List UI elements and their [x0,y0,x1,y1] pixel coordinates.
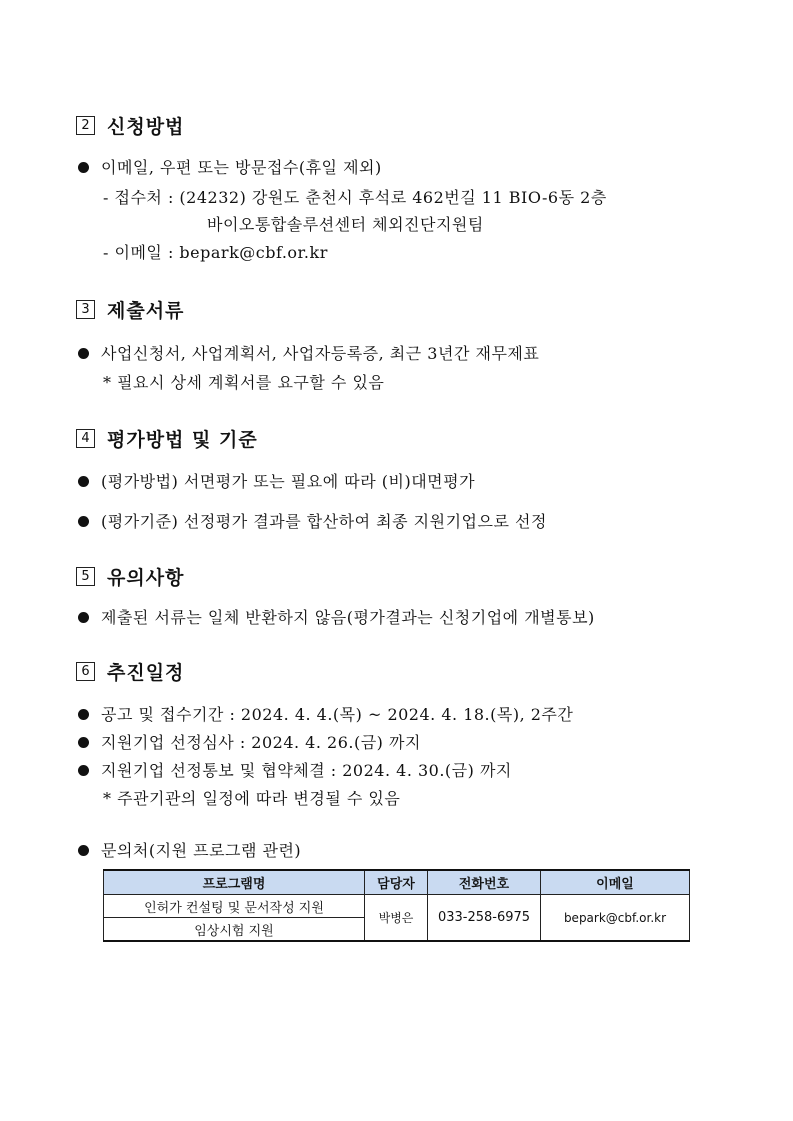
list-item: 지원기업 선정심사 : 2024. 4. 26.(금) 까지 [78,730,421,753]
column-header-program: 프로그램명 [104,870,365,895]
list-item: 사업신청서, 사업계획서, 사업자등록증, 최근 3년간 재무제표 [78,341,539,364]
section-heading-notice [76,563,184,590]
email-line: - 이메일 : bepark@cbf.or.kr [103,243,328,262]
column-header-phone: 전화번호 [428,870,541,895]
section-heading-apply [76,112,184,139]
note-text: * 필요시 상세 계획서를 요구할 수 있음 [103,373,385,392]
bullet-icon [78,348,89,359]
list-item: 지원기업 선정통보 및 협약체결 : 2024. 4. 30.(금) 까지 [78,758,512,781]
section-number: 6 [76,662,95,681]
bullet-icon [78,162,89,173]
contact-table [103,869,690,942]
list-item: (평가방법) 서면평가 또는 필요에 따라 (비)대면평가 [78,469,475,492]
list-item: 문의처(지원 프로그램 관련) [78,838,301,861]
email-cell: bepark@cbf.or.kr [541,895,690,942]
section-title: 유의사항 [107,567,185,589]
section-heading-schedule [76,658,184,685]
bullet-icon [78,612,89,623]
program-cell: 인허가 컨설팅 및 문서작성 지원 [104,895,365,918]
address-line-2: 바이오통합솔루션센터 체외진단지원팀 [207,215,484,234]
bullet-icon [78,476,89,487]
table-row [104,895,690,918]
bullet-icon [78,845,89,856]
phone-cell: 033-258-6975 [428,895,541,942]
list-item: 제출된 서류는 일체 반환하지 않음(평가결과는 신청기업에 개별통보) [78,605,595,628]
table-header-row [104,870,690,895]
note-text: * 주관기관의 일정에 따라 변경될 수 있음 [103,789,401,808]
section-number: 4 [76,429,95,448]
address-line: - 접수처 : (24232) 강원도 춘천시 후석로 462번길 11 BIO-6동 2층 [103,188,607,207]
column-header-email: 이메일 [541,870,690,895]
section-heading-documents [76,296,184,323]
manager-cell: 박병은 [365,895,428,942]
section-number: 5 [76,567,95,586]
section-number: 2 [76,116,95,135]
bullet-icon [78,737,89,748]
column-header-manager: 담당자 [365,870,428,895]
section-heading-evaluation [76,425,258,452]
bullet-icon [78,709,89,720]
list-item: 공고 및 접수기간 : 2024. 4. 4.(목) ~ 2024. 4. 18.(목), 2주간 [78,702,573,725]
program-cell: 임상시험 지원 [104,918,365,942]
bullet-icon [78,516,89,527]
section-title: 신청방법 [107,116,185,138]
bullet-icon [78,765,89,776]
section-title: 제출서류 [107,300,185,322]
section-number: 3 [76,300,95,319]
list-item: (평가기준) 선정평가 결과를 합산하여 최종 지원기업으로 선정 [78,509,547,532]
section-title: 평가방법 및 기준 [107,429,258,451]
section-title: 추진일정 [107,662,185,684]
list-item: 이메일, 우편 또는 방문접수(휴일 제외) [78,155,382,178]
